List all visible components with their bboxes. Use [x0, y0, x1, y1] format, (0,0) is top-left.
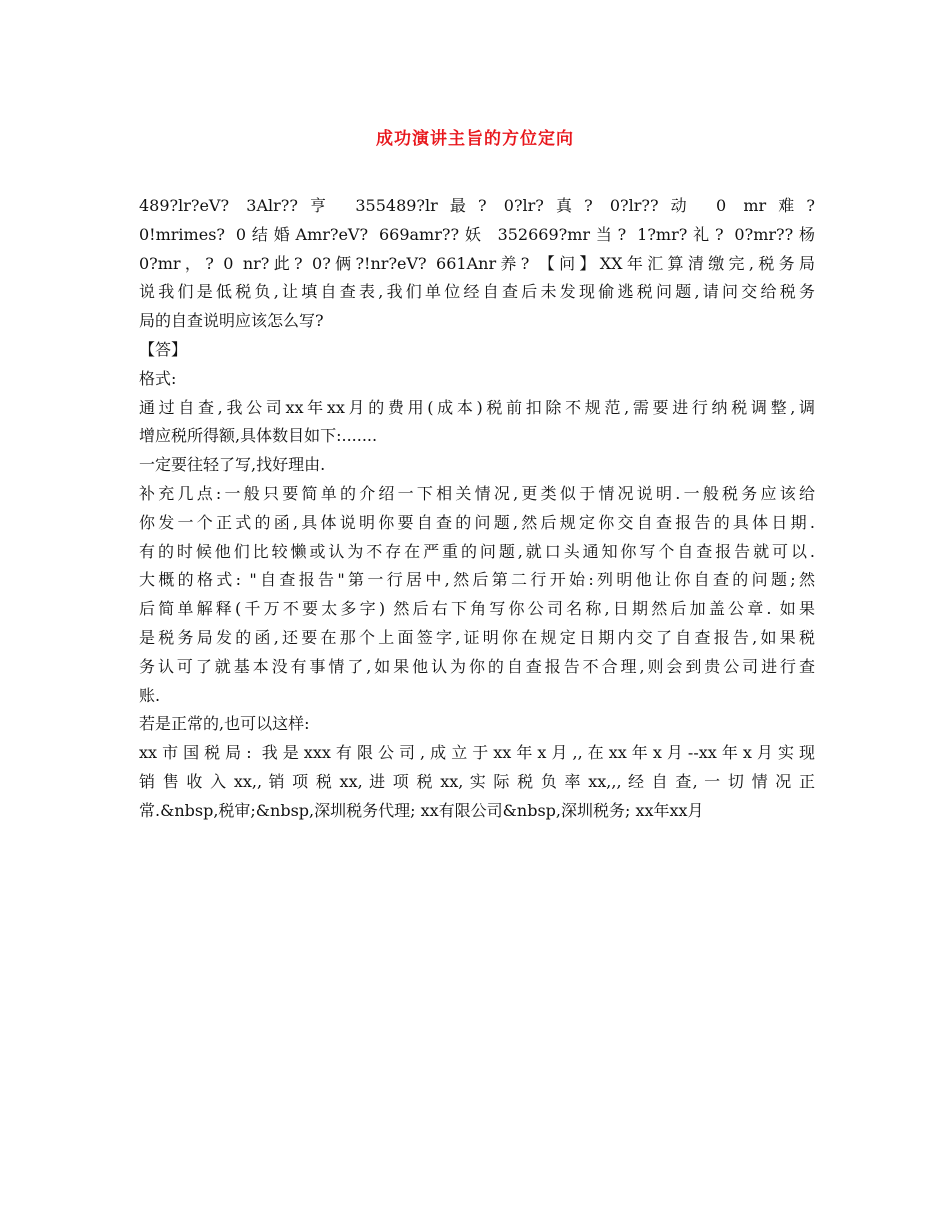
body-line: 补充几点:一般只要简单的介绍一下相关情况,更类似于情况说明.一般税务应该给 — [139, 483, 815, 503]
body-line: 一定要往轻了写,找好理由. — [139, 455, 326, 475]
body-line: 格式: — [139, 368, 177, 388]
body-line: 通过自查,我公司xx年xx月的费用(成本)税前扣除不规范,需要进行纳税调整,调 — [139, 397, 815, 417]
body-line: 你发一个正式的函,具体说明你要自查的问题,然后规定你交自查报告的具体日期. — [139, 512, 815, 532]
body-line: 账. — [139, 685, 161, 705]
document-title: 成功演讲主旨的方位定向 — [376, 129, 574, 149]
body-line: 0?mr，? 0 nr?此? 0?俩?!nr?eV? 661Anr养? 【问】XX年汇算清缴完,税务局 — [139, 253, 815, 273]
body-line: 若是正常的,也可以这样: — [139, 714, 310, 734]
body-line: 489?lr?eV? 3Alr??亨 355489?lr最? 0?lr?真? 0?lr??动 0 mr难? — [139, 196, 815, 215]
body-line: 说我们是低税负,让填自查表,我们单位经自查后未发现偷逃税问题,请问交给税务 — [139, 282, 815, 302]
body-line: 后简单解释(千万不要太多字) 然后右下角写你公司名称,日期然后加盖公章. 如果 — [139, 599, 815, 619]
body-line: 大概的格式: "自查报告"第一行居中,然后第二行开始:列明他让你自查的问题;然 — [139, 570, 815, 590]
body-line: 有的时候他们比较懒或认为不存在严重的问题,就口头通知你写个自查报告就可以. — [139, 541, 815, 561]
body-line: 销 售 收 入 xx,, 销 项 税 xx, 进 项 税 xx, 实 际 税 负 率 xx,,, 经 自 查, 一 切 情 况 正 — [139, 771, 815, 791]
body-line: 局的自查说明应该怎么写? — [139, 311, 324, 331]
body-line: 0!mrimes? 0结婚Amr?eV? 669amr??妖 352669?mr当? 1?mr?礼? 0?mr??杨 — [139, 224, 815, 244]
body-line: xx市国税局: 我是xxx有限公司,成立于xx年x月,,在xx年x月--xx年x月实现 — [139, 743, 815, 763]
body-line: 是税务局发的函,还要在那个上面签字,证明你在规定日期内交了自查报告,如果税 — [139, 627, 815, 647]
body-line: 常.&nbsp,税审;&nbsp,深圳税务代理; xx有限公司&nbsp,深圳税务; xx年xx月 — [139, 800, 704, 820]
document-body — [139, 192, 815, 826]
body-line: 【答】 — [139, 339, 188, 359]
body-line: 务认可了就基本没有事情了,如果他认为你的自查报告不合理,则会到贵公司进行查 — [139, 656, 815, 676]
body-line: 增应税所得额,具体数目如下:....... — [139, 426, 378, 446]
